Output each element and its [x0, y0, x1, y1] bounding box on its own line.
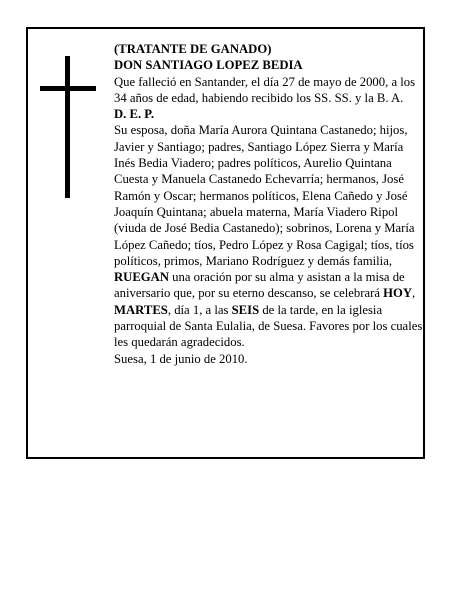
- time-text-1: , día 1, a las: [167, 302, 232, 317]
- death-statement: Que falleció en Santander, el día 27 de mayo de 2000, a los 34 años de edad, habiendo recibido los SS. SS. y la B. A.: [114, 74, 416, 105]
- obituary-notice: [26, 27, 425, 459]
- cross-horizontal-bar: [40, 86, 96, 91]
- notice-text: [114, 41, 424, 367]
- cross-vertical-bar: [65, 56, 70, 198]
- request-text: una oración por su alma y asistan a la misa de aniversario que, por su eterno descanso, se celebrará: [114, 270, 405, 301]
- mass-announcement: [114, 269, 424, 350]
- cross-icon: [40, 56, 96, 198]
- profession-line: (TRATANTE DE GANADO): [114, 42, 272, 56]
- time-text-2: de la tarde, en la iglesia parroquial de Santa Eulalia, de Suesa. Favores por los cuales les quedarán agradecidos.: [114, 302, 423, 350]
- deceased-name: DON SANTIAGO LOPEZ BEDIA: [114, 58, 303, 73]
- place-date: Suesa, 1 de junio de 2010.: [114, 351, 248, 366]
- comma-separator: ,: [412, 286, 416, 301]
- weekday-bold: MARTES: [114, 302, 168, 317]
- request-bold: RUEGAN: [114, 270, 169, 285]
- family-list: Su esposa, doña María Aurora Quintana Castanedo; hijos, Javier y Santiago; padres, Santiago López Sierra y María Inés Bedia Viadero; padres políticos, Aurelio Quintana Cuesta y Manuela Castanedo Echevarría; hermanos, José Ramón y Oscar; hermanos políticos, Elena Cañedo y José Joaquín Quintana; abuela materna, María Viadero Ripol (viuda de José Bedia Castanedo); sobrinos, Lorena y María López Cañedo; tíos, Pedro López y Rosa Cagigal; tíos, tíos políticos, primos, Mariano Rodríguez y demás familia,: [114, 123, 415, 268]
- day-bold: HOY: [383, 286, 413, 301]
- hour-bold: SEIS: [231, 302, 260, 317]
- rip-line: D. E. P.: [114, 107, 155, 122]
